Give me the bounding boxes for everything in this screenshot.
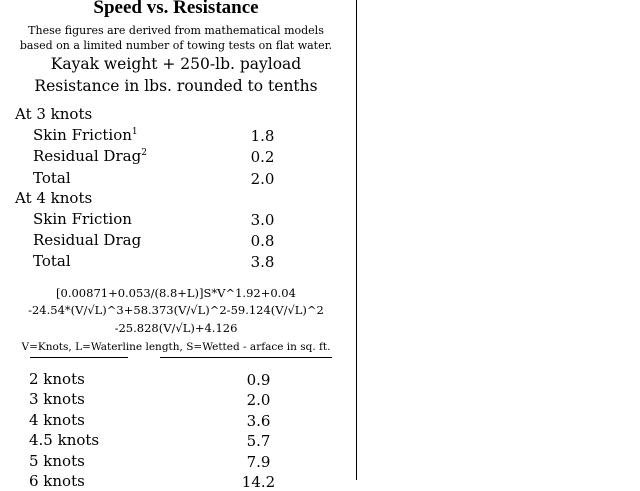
footnote-marker: 1 [131, 127, 138, 137]
speed-label-2-knots: 2 knots [29, 370, 85, 388]
speed-value-4-5-knots: 5.7 [246, 432, 271, 450]
speed-label-3-knots: 3 knots [29, 390, 85, 408]
section-heading-4-knots: At 4 knots [15, 189, 93, 207]
weight-subtitle: Kayak weight + 250-lb. payload [50, 55, 302, 73]
row-value-total-3kt: 2.0 [250, 170, 275, 188]
speed-value-3-knots: 2.0 [246, 391, 271, 409]
row-value-skin-friction-4kt: 3.0 [250, 211, 275, 229]
derivation-note-line-2: based on a limited number of towing tests on flat water. [19, 39, 333, 52]
units-subtitle: Resistance in lbs. rounded to tenths [34, 77, 318, 95]
formula-line-2: -24.54*(V/√L)^3+58.373(V/√L)^2-59.124(V/√L)^2 [28, 303, 324, 317]
speed-label-4-knots: 4 knots [29, 411, 85, 429]
divider-right [160, 357, 332, 358]
derivation-note-line-1: These figures are derived from mathematical models [28, 24, 324, 37]
page-title: Speed vs. Resistance [93, 0, 259, 18]
row-label-text: Skin Friction [33, 126, 132, 144]
speed-label-4-5-knots: 4.5 knots [29, 431, 100, 449]
row-label-residual-drag-3kt [33, 147, 147, 165]
row-value-residual-drag-4kt: 0.8 [250, 232, 275, 250]
row-label-total-4kt: Total [33, 252, 71, 270]
speed-value-4-knots: 3.6 [246, 412, 271, 430]
formula-line-1: [0.00871+0.053/(8.8+L)]S*V^1.92+0.04 [56, 286, 296, 300]
page-edge-rule [356, 0, 357, 480]
section-heading-3-knots: At 3 knots [15, 105, 93, 123]
divider-left [30, 357, 128, 358]
row-label-skin-friction-4kt: Skin Friction [33, 210, 132, 228]
formula-line-3: -25.828(V/√L)+4.126 [114, 321, 238, 335]
row-label-residual-drag-4kt: Residual Drag [33, 231, 142, 249]
row-label-skin-friction-3kt [33, 126, 138, 144]
footnote-marker: 2 [141, 148, 147, 158]
formula-legend: V=Knots, L=Waterline length, S=Wetted - arface in sq. ft. [21, 341, 331, 353]
row-value-skin-friction-3kt: 1.8 [250, 127, 275, 145]
row-label-text: Residual Drag [33, 147, 142, 165]
row-label-total-3kt: Total [33, 169, 71, 187]
speed-value-6-knots: 14.2 [241, 473, 276, 491]
row-value-total-4kt: 3.8 [250, 253, 275, 271]
speed-label-5-knots: 5 knots [29, 452, 85, 470]
row-value-residual-drag-3kt: 0.2 [250, 148, 275, 166]
speed-value-5-knots: 7.9 [246, 453, 271, 471]
speed-value-2-knots: 0.9 [246, 371, 271, 389]
speed-label-6-knots: 6 knots [29, 472, 85, 490]
